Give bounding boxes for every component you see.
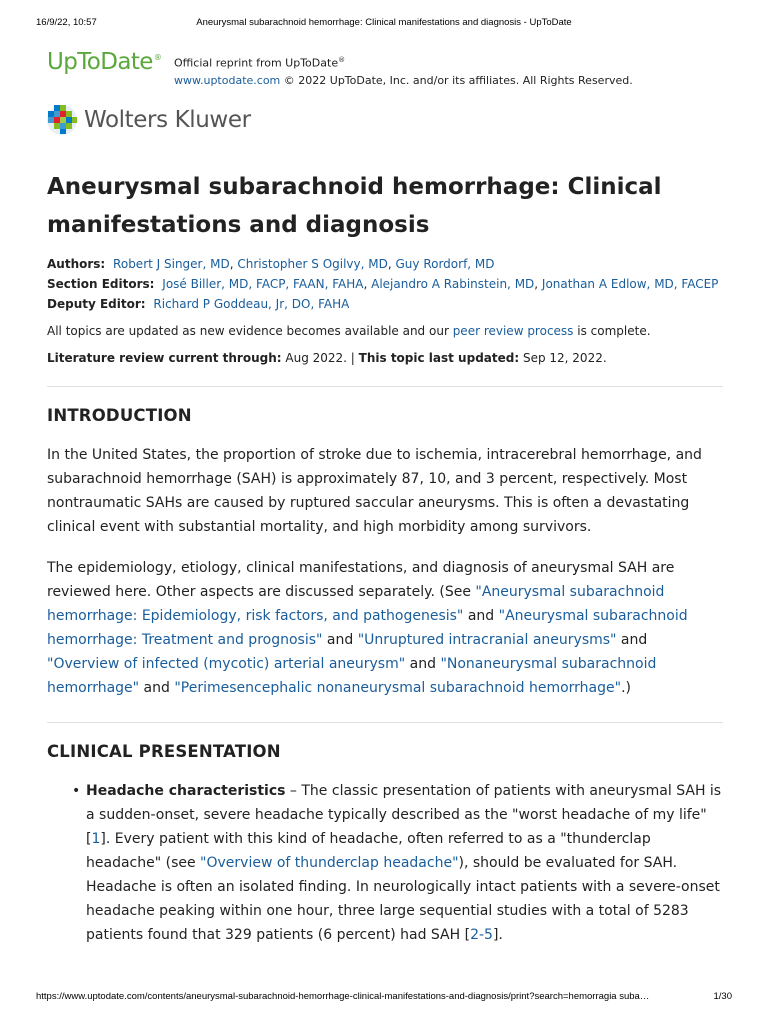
print-header [36, 17, 732, 31]
reprint-notice: Official reprint from UpToDate® www.uptodate.com © 2022 UpToDate, Inc. and/or its affiliates. All Rights Reserved. [174, 56, 633, 87]
lit-review-label: Literature review current through: [47, 351, 282, 365]
authors-label: Authors: [47, 257, 106, 271]
copyright-text: © 2022 UpToDate, Inc. and/or its affiliates. All Rights Reserved. [280, 73, 633, 87]
deputy-editor-link[interactable]: Richard P Goddeau, Jr, DO, FAHA [153, 297, 350, 311]
topic-link[interactable]: "Perimesencephalic nonaneurysmal subarachnoid hemorrhage" [174, 680, 622, 696]
lit-review-value: Aug 2022. | [281, 351, 359, 365]
print-url: https://www.uptodate.com/contents/aneurysmal-subarachnoid-hemorrhage-clinical-manifestations-and-diagnosis/print?search=hemorragia suba… [36, 991, 650, 1002]
topic-link[interactable]: "Nonaneurysmal subarachnoid hemorrhage" [47, 656, 657, 696]
print-date: 16/9/22, 10:57 [36, 17, 97, 28]
print-page-title: Aneurysmal subarachnoid hemorrhage: Clinical manifestations and diagnosis - UpToDate [196, 17, 572, 28]
author-link[interactable]: Robert J Singer, MD [113, 257, 230, 271]
topic-link[interactable]: "Overview of infected (mycotic) arterial aneurysm" [47, 656, 406, 672]
intro-paragraph-2: The epidemiology, etiology, clinical manifestations, and diagnosis of aneurysmal SAH are reviewed here. Other aspects are discussed separately. (See "Aneurysmal subarachnoid hemorrhage: Epidemiology, risk factors, and pathogenesis" and "Aneurysmal subarachnoid hemorrhage: Treatment and prognosis" and "Unruptured intracranial aneurysms" and "Overview of infected (mycotic) arterial aneurysm" and "Nonaneurysmal subarachnoid hemorrhage" and "Perimesencephalic nonaneurysmal subarachnoid hemorrhage".) [47, 560, 688, 696]
reference-link[interactable]: 1 [91, 831, 101, 847]
clinical-bullet-list [47, 779, 723, 947]
introduction-heading: INTRODUCTION [47, 406, 192, 425]
publisher-name: Wolters Kluwer [84, 107, 251, 133]
topic-link[interactable]: "Overview of thunderclap headache" [200, 855, 459, 871]
clinical-presentation-heading: CLINICAL PRESENTATION [47, 742, 281, 761]
article-body [47, 168, 723, 947]
section-divider [47, 722, 723, 723]
wolters-kluwer-icon [46, 104, 78, 136]
uptodate-logo: UpToDate® [47, 49, 162, 75]
authors-row: Authors: Robert J Singer, MD, Christopher S Ogilvy, MD, Guy Rordorf, MD [47, 257, 495, 271]
editor-link[interactable]: José Biller, MD, FACP, FAAN, FAHA [162, 277, 364, 291]
deputy-editor-row [47, 294, 723, 314]
author-link[interactable]: Guy Rordorf, MD [395, 257, 495, 271]
reprint-line: Official reprint from UpToDate [174, 56, 339, 70]
peer-review-link[interactable]: peer review process [452, 324, 574, 338]
topic-link[interactable]: "Unruptured intracranial aneurysms" [357, 632, 617, 648]
last-updated-label: This topic last updated: [358, 351, 520, 365]
intro-paragraph-1: In the United States, the proportion of stroke due to ischemia, intracerebral hemorrhage, and subarachnoid hemorrhage (SAH) is approximately 87, 10, and 3 percent, respectively. Most nontraumatic SAHs are caused by ruptured saccular aneurysms. This is often a devastating clinical event with substantial mortality, and high morbidity among survivors. [47, 447, 702, 535]
section-editors-row: Section Editors: José Biller, MD, FACP, FAAN, FAHA, Alejandro A Rabinstein, MD, Jonathan A Edlow, MD, FACEP [47, 277, 719, 291]
literature-review-status [47, 348, 723, 368]
page-number: 1/30 [713, 991, 732, 1002]
print-footer [36, 991, 732, 1005]
author-link[interactable]: Christopher S Ogilvy, MD [237, 257, 388, 271]
brand-row [47, 49, 687, 89]
topic-link[interactable]: "Aneurysmal subarachnoid hemorrhage: Treatment and prognosis" [47, 608, 688, 648]
article-title: Aneurysmal subarachnoid hemorrhage: Clinical manifestations and diagnosis [47, 174, 662, 238]
last-updated-value: Sep 12, 2022. [519, 351, 607, 365]
section-divider [47, 386, 723, 387]
topic-link[interactable]: "Aneurysmal subarachnoid hemorrhage: Epidemiology, risk factors, and pathogenesis" [47, 584, 665, 624]
list-item: • Headache characteristics – The classic presentation of patients with aneurysmal SAH is a sudden-onset, severe headache typically described as the "worst headache of my life" [1]. Every patient with this kind of headache, often referred to as a "thunderclap headache" (see "Overview of thunderclap headache"), should be evaluated for SAH. Headache is often an isolated finding. In neurologically intact patients with a severe-onset headache peaking within one hour, three large sequential studies with a total of 5283 patients found that 329 patients (6 percent) had SAH [2-5]. [86, 779, 723, 947]
uptodate-site-link[interactable]: www.uptodate.com [174, 73, 281, 87]
wolters-kluwer-logo [46, 104, 266, 138]
article-meta [47, 254, 723, 314]
editor-link[interactable]: Jonathan A Edlow, MD, FACEP [541, 277, 719, 291]
deputy-editor-label: Deputy Editor: [47, 297, 146, 311]
editor-link[interactable]: Alejandro A Rabinstein, MD [371, 277, 535, 291]
section-editors-label: Section Editors: [47, 277, 155, 291]
bullet-heading: Headache characteristics [86, 783, 286, 799]
reference-link[interactable]: 2-5 [470, 927, 493, 943]
update-note: All topics are updated as new evidence becomes available and our peer review process is complete. [47, 324, 651, 338]
